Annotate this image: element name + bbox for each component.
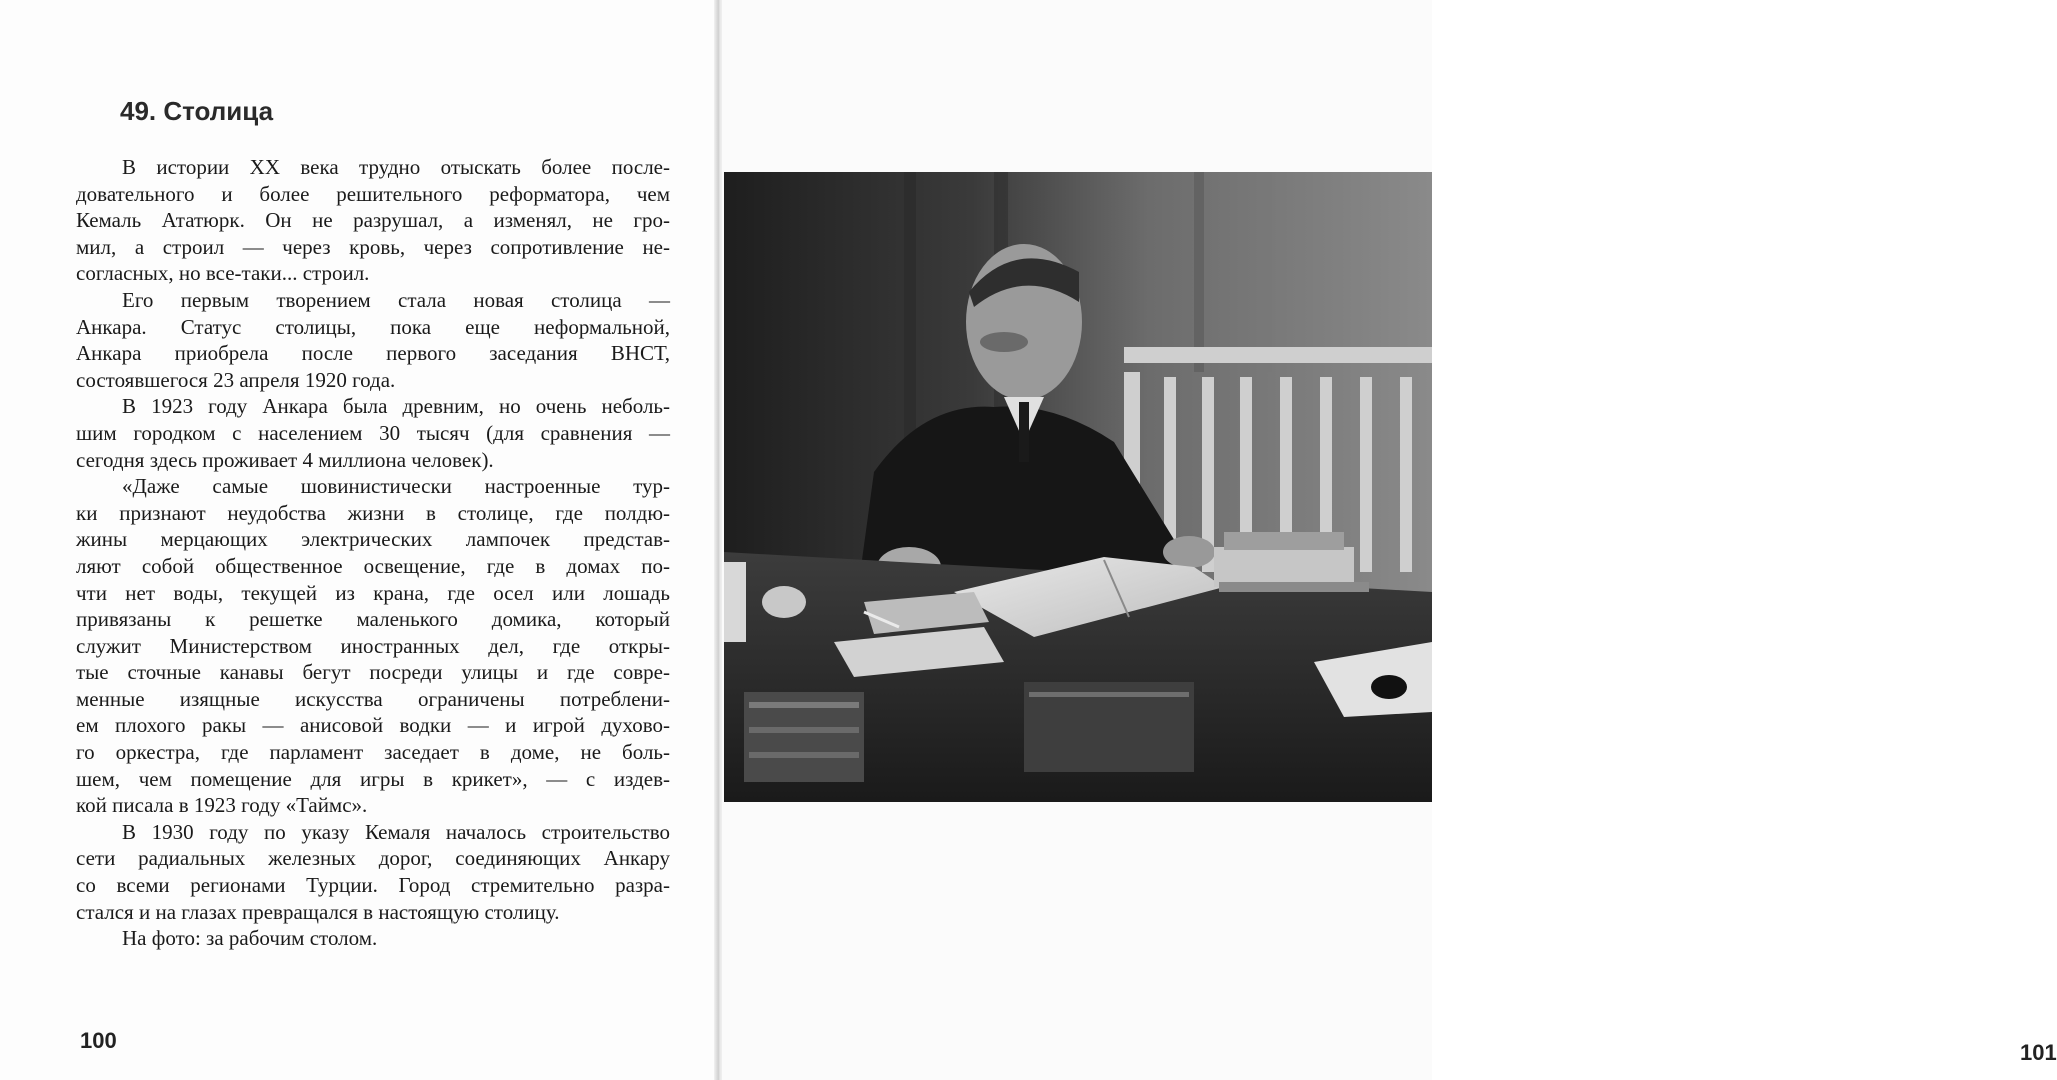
photo-caption: На фото: за рабочим столом. — [122, 926, 378, 951]
text-line: ляют собой общественное освещение, где в домах по- — [76, 553, 670, 578]
body-text — [76, 154, 670, 952]
text-line: состоявшегося 23 апреля 1920 года. — [76, 367, 396, 392]
text-line: стался и на глазах превращался в настоящую столицу. — [76, 899, 560, 924]
text-line: шем, чем помещение для игры в крикет», — с издев- — [76, 766, 670, 791]
text-line: В 1923 году Анкара была древним, но очень неболь- — [122, 394, 670, 419]
inkwell — [762, 586, 806, 618]
archival-photo — [724, 172, 1432, 802]
text-line: ки признают неудобства жизни в столице, где полдю- — [76, 500, 670, 525]
text-line: «Даже самые шовинистически настроенные тур- — [122, 474, 670, 499]
text-line: жины мерцающих электрических лампочек представ- — [76, 527, 670, 552]
text-line: сегодня здесь проживает 4 миллиона человек). — [76, 447, 494, 472]
text-line: со всеми регионами Турции. Город стремительно разра- — [76, 873, 670, 898]
text-line: Анкара. Статус столицы, пока еще неформальной, — [76, 314, 670, 339]
text-line: служит Министерством иностранных дел, где откры- — [76, 633, 670, 658]
text-line: Его первым творением стала новая столица — — [122, 287, 670, 312]
text-line: довательного и более решительного реформатора, чем — [76, 181, 670, 206]
text-line: сети радиальных железных дорог, соединяющих Анкару — [76, 846, 670, 871]
text-line: В 1930 году по указу Кемаля началось строительство — [122, 819, 670, 844]
text-line: согласных, но все-таки... строил. — [76, 261, 370, 286]
page-number-left: 100 — [80, 1028, 117, 1053]
text-line: привязаны к решетке маленького домика, который — [76, 607, 670, 632]
text-line: Анкара приобрела после первого заседания ВНСТ, — [76, 341, 670, 366]
text-line: В истории XX века трудно отыскать более после- — [122, 155, 670, 179]
text-line: шим городком с населением 30 тысяч (для сравнения — — [76, 420, 670, 445]
text-line: го оркестра, где парламент заседает в доме, не боль- — [76, 740, 670, 765]
chapter-title: 49. Столица — [120, 96, 274, 126]
text-line: чти нет воды, текущей из крана, где осел или лошадь — [76, 580, 670, 605]
left-page — [0, 0, 718, 1080]
text-line: ем плохого ракы — анисовой водки — и игрой духово- — [76, 713, 670, 738]
text-line: кой писала в 1923 году «Таймс». — [76, 793, 368, 818]
text-line: менные изящные искусства ограничены потреблени- — [76, 686, 670, 711]
text-line: мил, а строил — через кровь, через сопротивление не- — [76, 234, 670, 259]
text-line: тые сточные канавы бегут посреди улицы и где совре- — [76, 660, 670, 685]
text-line: Кемаль Ататюрк. Он не разрушал, а изменял, не гро- — [76, 208, 670, 233]
page-number-right: 101 — [2020, 1040, 2057, 1065]
